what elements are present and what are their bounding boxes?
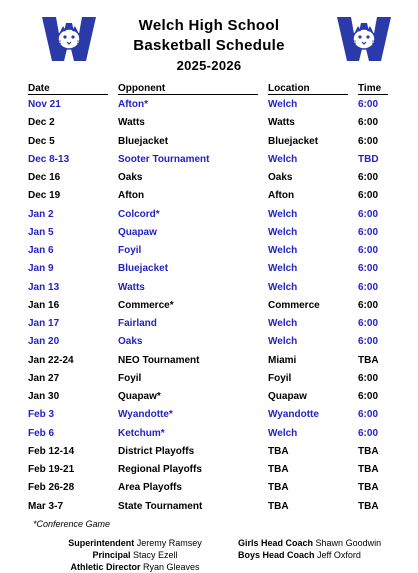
schedule-row <box>28 425 398 443</box>
game-date: Dec 19 <box>28 190 61 202</box>
game-time: 6:00 <box>358 263 379 275</box>
game-opponent: Colcord* <box>118 208 160 220</box>
game-location: TBA <box>268 464 289 476</box>
game-time: 6:00 <box>358 318 379 330</box>
game-opponent: Foyil <box>118 245 142 257</box>
game-opponent: Afton* <box>118 99 148 111</box>
game-opponent: State Tournament <box>118 500 203 512</box>
game-time: 6:00 <box>358 99 379 111</box>
game-time: 6:00 <box>358 427 379 439</box>
schedule-row <box>28 479 398 497</box>
column-header-location: Location <box>268 83 348 95</box>
schedule-row <box>28 114 398 132</box>
schedule-row <box>28 224 398 242</box>
game-date: Feb 6 <box>28 427 55 439</box>
game-date: Jan 22-24 <box>28 354 74 366</box>
game-location: Welch <box>268 208 298 220</box>
schedule-row <box>28 315 398 333</box>
game-time: TBA <box>358 354 379 366</box>
game-time: 6:00 <box>358 299 379 311</box>
schedule-title: Basketball Schedule <box>133 37 285 54</box>
game-time: TBA <box>358 445 379 457</box>
game-date: Feb 19-21 <box>28 464 75 476</box>
schedule-row <box>28 370 398 388</box>
game-time: 6:00 <box>358 372 379 384</box>
game-location: Miami <box>268 354 297 366</box>
game-location: TBA <box>268 482 289 494</box>
game-time: TBA <box>358 482 379 494</box>
game-location: Quapaw <box>268 391 307 403</box>
game-time: 6:00 <box>358 172 379 184</box>
game-time: 6:00 <box>358 245 379 257</box>
game-date: Jan 27 <box>28 372 60 384</box>
schedule-row <box>28 133 398 151</box>
column-header-time: Time <box>358 83 388 95</box>
game-date: Mar 3-7 <box>28 500 64 512</box>
game-date: Dec 2 <box>28 117 55 129</box>
game-time: 6:00 <box>358 336 379 348</box>
game-opponent: Ketchum* <box>118 427 165 439</box>
schedule-table <box>28 96 398 516</box>
game-location: Watts <box>268 117 295 129</box>
game-date: Jan 13 <box>28 281 60 293</box>
staff-left <box>40 537 230 573</box>
game-date: Jan 9 <box>28 263 54 275</box>
staff-athletic-director: Athletic Director Ryan Gleaves <box>70 562 200 572</box>
schedule-row <box>28 169 398 187</box>
staff-superintendent: Superintendent Jeremy Ramsey <box>68 538 202 548</box>
schedule-row <box>28 96 398 114</box>
game-opponent: Quapaw <box>118 226 157 238</box>
staff-right <box>238 537 381 561</box>
game-date: Jan 5 <box>28 226 54 238</box>
game-date: Jan 30 <box>28 391 60 403</box>
game-opponent: Oaks <box>118 336 143 348</box>
game-opponent: Wyandotte* <box>118 409 173 421</box>
game-time: 6:00 <box>358 281 379 293</box>
game-opponent: Bluejacket <box>118 135 169 147</box>
schedule-row <box>28 260 398 278</box>
schedule-row <box>28 352 398 370</box>
game-opponent: Quapaw* <box>118 391 161 403</box>
game-location: Welch <box>268 99 298 111</box>
game-time: 6:00 <box>358 190 379 202</box>
schedule-row <box>28 206 398 224</box>
game-opponent: Fairland <box>118 318 157 330</box>
schedule-row <box>28 388 398 406</box>
schedule-row <box>28 187 398 205</box>
game-opponent: NEO Tournament <box>118 354 200 366</box>
schedule-row <box>28 151 398 169</box>
game-location: Welch <box>268 245 298 257</box>
column-header-opponent: Opponent <box>118 83 258 95</box>
game-time: 6:00 <box>358 409 379 421</box>
game-location: Bluejacket <box>268 135 319 147</box>
schedule-row <box>28 333 398 351</box>
game-location: Welch <box>268 336 298 348</box>
schedule-row <box>28 443 398 461</box>
game-date: Jan 20 <box>28 336 60 348</box>
game-location: Welch <box>268 153 298 165</box>
game-opponent: Watts <box>118 281 145 293</box>
game-opponent: Afton <box>118 190 145 202</box>
game-location: TBA <box>268 445 289 457</box>
schedule-row <box>28 242 398 260</box>
game-time: 6:00 <box>358 135 379 147</box>
schedule-row <box>28 498 398 516</box>
game-location: Welch <box>268 226 298 238</box>
game-opponent: Watts <box>118 117 145 129</box>
game-date: Dec 5 <box>28 135 55 147</box>
game-opponent: Bluejacket <box>118 263 169 275</box>
game-date: Jan 17 <box>28 318 60 330</box>
column-header-date: Date <box>28 83 108 95</box>
game-location: Wyandotte <box>268 409 319 421</box>
staff-girls-coach: Girls Head Coach Shawn Goodwin <box>238 538 382 548</box>
game-time: 6:00 <box>358 117 379 129</box>
game-opponent: Foyil <box>118 372 142 384</box>
game-location: TBA <box>268 500 289 512</box>
game-opponent: District Playoffs <box>118 445 195 457</box>
game-time: TBA <box>358 500 379 512</box>
game-time: TBA <box>358 464 379 476</box>
game-time: 6:00 <box>358 226 379 238</box>
conference-footnote: *Conference Game <box>33 519 111 529</box>
school-title: Welch High School <box>138 17 280 34</box>
game-opponent: Area Playoffs <box>118 482 182 494</box>
game-time: 6:00 <box>358 208 379 220</box>
game-date: Feb 12-14 <box>28 445 75 457</box>
game-date: Nov 21 <box>28 99 61 111</box>
game-time: TBD <box>358 153 379 165</box>
game-location: Afton <box>268 190 295 202</box>
game-date: Feb 3 <box>28 409 55 421</box>
schedule-row <box>28 461 398 479</box>
game-location: Foyil <box>268 372 292 384</box>
game-location: Welch <box>268 263 298 275</box>
game-opponent: Commerce* <box>118 299 174 311</box>
game-time: 6:00 <box>358 391 379 403</box>
game-location: Welch <box>268 318 298 330</box>
game-opponent: Sooter Tournament <box>118 153 210 165</box>
game-date: Jan 2 <box>28 208 54 220</box>
game-location: Welch <box>268 281 298 293</box>
schedule-row <box>28 406 398 424</box>
game-date: Dec 16 <box>28 172 61 184</box>
game-location: Commerce <box>268 299 320 311</box>
schedule-row <box>28 279 398 297</box>
game-date: Jan 6 <box>28 245 54 257</box>
game-location: Oaks <box>268 172 293 184</box>
game-date: Dec 8-13 <box>28 153 70 165</box>
game-opponent: Oaks <box>118 172 143 184</box>
game-location: Welch <box>268 427 298 439</box>
game-date: Jan 16 <box>28 299 60 311</box>
staff-boys-coach: Boys Head Coach Jeff Oxford <box>238 550 361 560</box>
season-label: 2025-2026 <box>176 58 242 73</box>
staff-principal: Principal Stacy Ezell <box>92 550 178 560</box>
game-opponent: Regional Playoffs <box>118 464 202 476</box>
schedule-row <box>28 297 398 315</box>
game-date: Feb 26-28 <box>28 482 75 494</box>
